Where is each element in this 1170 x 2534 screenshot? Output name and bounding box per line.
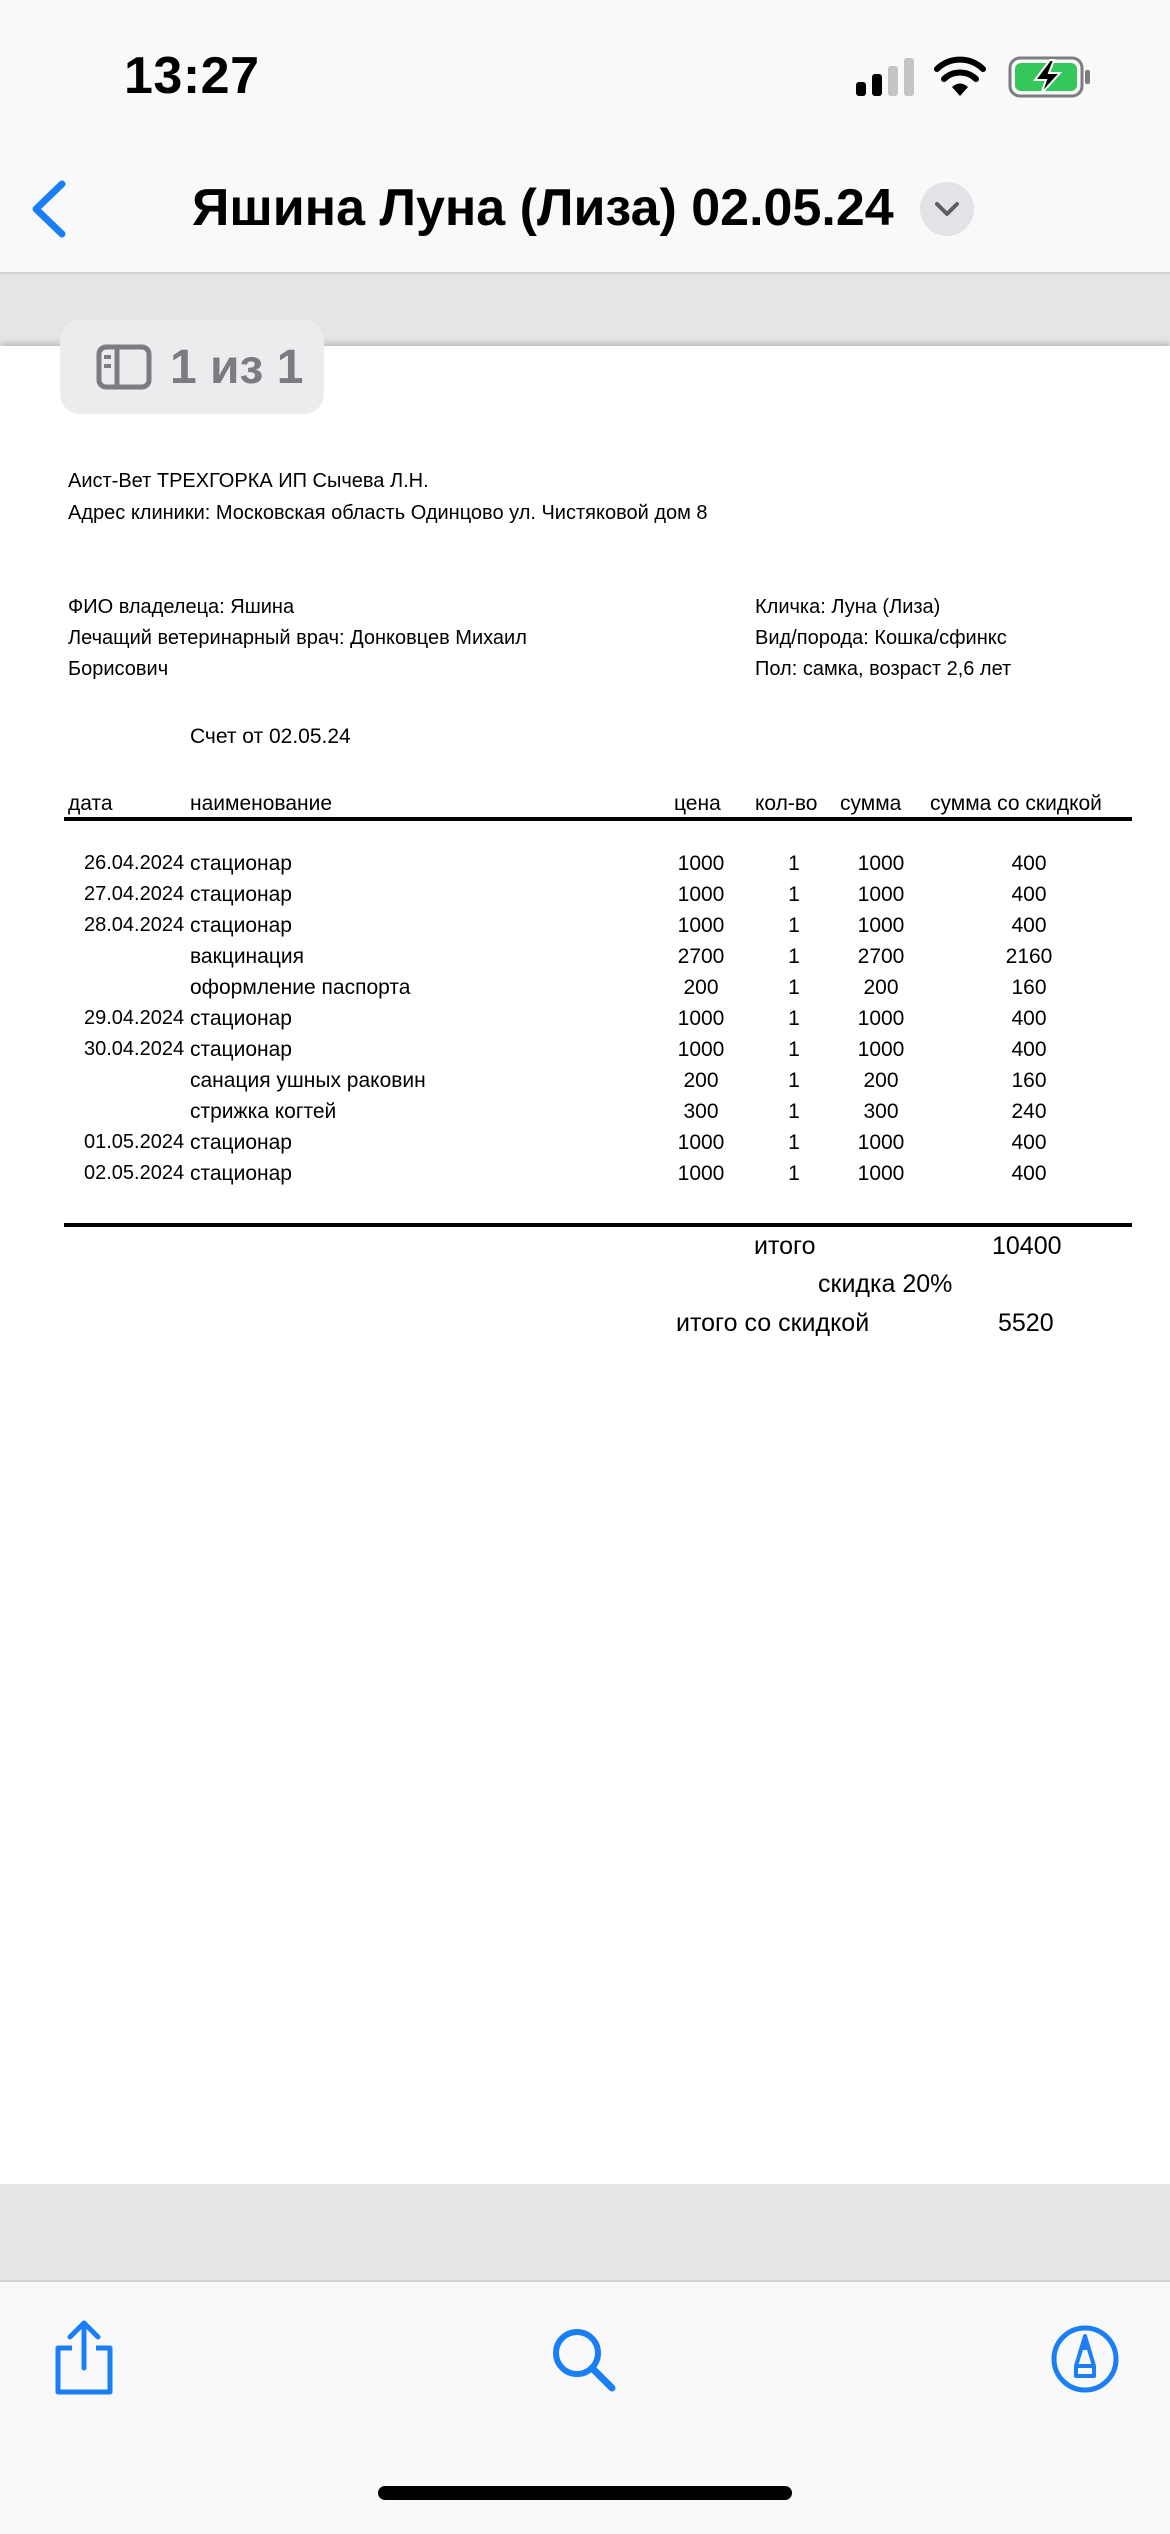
markup-icon: [1050, 2324, 1120, 2394]
table-row: [0, 1007, 1170, 1038]
table-row: [0, 914, 1170, 945]
row-name: оформление паспорта: [190, 976, 411, 999]
row-qty: 1: [788, 945, 800, 968]
row-price: 1000: [677, 1162, 725, 1185]
row-name: стационар: [190, 1162, 292, 1185]
row-sum: 1000: [857, 883, 905, 906]
row-sum-discount: 400: [1011, 1007, 1047, 1030]
doctor-name-cont: Борисович: [68, 658, 169, 680]
column-header-sum-discount: сумма со скидкой: [930, 792, 1102, 815]
row-date: 29.04.2024: [84, 1007, 185, 1029]
column-header-name: наименование: [190, 792, 333, 815]
row-sum-discount: 160: [1011, 1069, 1047, 1092]
row-sum: 1000: [857, 1162, 905, 1185]
table-row: [0, 1038, 1170, 1069]
row-name: стационар: [190, 914, 292, 937]
battery-charging-icon: [1008, 56, 1092, 98]
clinic-address: Адрес клиники: Московская область Одинцово ул. Чистяковой дом 8: [68, 502, 708, 524]
row-qty: 1: [788, 1038, 800, 1061]
row-name: стационар: [190, 1131, 292, 1154]
row-price: 1000: [677, 852, 725, 875]
chevron-down-icon: [934, 198, 960, 220]
pet-name: Кличка: Луна (Лиза): [755, 596, 941, 618]
row-price: 2700: [677, 945, 725, 968]
column-header-sum: сумма: [840, 792, 902, 815]
share-icon: [52, 2318, 116, 2396]
row-sum: 300: [863, 1100, 899, 1123]
row-sum-discount: 400: [1011, 1131, 1047, 1154]
cellular-signal-icon: [856, 58, 916, 96]
table-row: [0, 1069, 1170, 1100]
row-price: 1000: [677, 1007, 725, 1030]
table-row: [0, 1162, 1170, 1193]
row-name: стационар: [190, 1007, 292, 1030]
row-date: 26.04.2024: [84, 852, 185, 874]
search-icon: [550, 2326, 618, 2394]
row-date: 01.05.2024: [84, 1131, 185, 1153]
row-name: вакцинация: [190, 945, 304, 968]
owner-name: ФИО владелеца: Яшина: [68, 596, 295, 618]
row-qty: 1: [788, 1069, 800, 1092]
row-date: 28.04.2024: [84, 914, 185, 936]
pet-sex-age: Пол: самка, возраст 2,6 лет: [755, 658, 1012, 680]
discounted-total-value: 5520: [998, 1309, 1054, 1337]
row-price: 200: [683, 1069, 719, 1092]
page-indicator[interactable]: [60, 320, 324, 414]
row-qty: 1: [788, 1162, 800, 1185]
home-indicator: [378, 2486, 792, 2500]
row-price: 1000: [677, 914, 725, 937]
share-button[interactable]: [52, 2318, 116, 2396]
pet-species: Вид/порода: Кошка/сфинкс: [755, 627, 1007, 649]
table-row: [0, 1131, 1170, 1162]
markup-button[interactable]: [1050, 2324, 1120, 2394]
clinic-name: Аист-Вет ТРЕХГОРКА ИП Сычева Л.Н.: [68, 470, 429, 492]
column-header-price: цена: [674, 792, 721, 815]
row-sum-discount: 240: [1011, 1100, 1047, 1123]
table-row: [0, 945, 1170, 976]
invoice-title: Счет от 02.05.24: [190, 725, 351, 748]
row-sum: 1000: [857, 1131, 905, 1154]
row-sum-discount: 160: [1011, 976, 1047, 999]
row-qty: 1: [788, 852, 800, 875]
total-value: 10400: [992, 1232, 1062, 1260]
row-date: 27.04.2024: [84, 883, 185, 905]
status-bar: [0, 0, 1170, 150]
row-sum: 1000: [857, 1038, 905, 1061]
row-date: 02.05.2024: [84, 1162, 185, 1184]
row-sum-discount: 400: [1011, 883, 1047, 906]
row-price: 1000: [677, 883, 725, 906]
title-menu-button[interactable]: [920, 182, 974, 236]
status-time: 13:27: [124, 47, 260, 105]
chevron-left-icon: [22, 176, 82, 242]
document-page: [0, 346, 1170, 2184]
row-name: стационар: [190, 1038, 292, 1061]
header-divider: [64, 817, 1132, 821]
row-name: санация ушных раковин: [190, 1069, 426, 1092]
page-count-label: 1 из 1: [170, 341, 304, 394]
table-row: [0, 852, 1170, 883]
row-sum-discount: 400: [1011, 914, 1047, 937]
discounted-total-label: итого со скидкой: [676, 1309, 870, 1337]
sidebar-icon: [96, 344, 152, 390]
row-sum: 200: [863, 1069, 899, 1092]
row-sum-discount: 400: [1011, 852, 1047, 875]
row-qty: 1: [788, 976, 800, 999]
row-price: 200: [683, 976, 719, 999]
row-name: стационар: [190, 883, 292, 906]
row-qty: 1: [788, 1100, 800, 1123]
row-price: 1000: [677, 1131, 725, 1154]
row-name: стационар: [190, 852, 292, 875]
totals-divider: [64, 1223, 1132, 1227]
row-price: 300: [683, 1100, 719, 1123]
row-qty: 1: [788, 914, 800, 937]
row-sum-discount: 400: [1011, 1162, 1047, 1185]
row-sum: 1000: [857, 1007, 905, 1030]
discount-label: скидка 20%: [818, 1270, 953, 1298]
row-name: стрижка когтей: [190, 1100, 337, 1123]
total-label: итого: [754, 1232, 816, 1260]
page-gap-bottom: [0, 2184, 1170, 2280]
document-title[interactable]: Яшина Луна (Лиза) 02.05.24: [192, 179, 894, 237]
row-price: 1000: [677, 1038, 725, 1061]
navigation-bar: [0, 150, 1170, 274]
row-date: 30.04.2024: [84, 1038, 185, 1060]
row-sum: 1000: [857, 914, 905, 937]
row-sum-discount: 400: [1011, 1038, 1047, 1061]
row-qty: 1: [788, 1007, 800, 1030]
row-sum: 200: [863, 976, 899, 999]
column-header-qty: кол-во: [755, 792, 818, 815]
row-sum: 2700: [857, 945, 905, 968]
back-button[interactable]: [22, 176, 82, 242]
row-qty: 1: [788, 1131, 800, 1154]
column-header-date: дата: [68, 792, 113, 815]
table-row: [0, 976, 1170, 1007]
row-sum: 1000: [857, 852, 905, 875]
row-sum-discount: 2160: [1005, 945, 1053, 968]
table-row: [0, 1100, 1170, 1131]
row-qty: 1: [788, 883, 800, 906]
table-row: [0, 883, 1170, 914]
find-button[interactable]: [550, 2326, 618, 2394]
wifi-icon: [934, 56, 986, 96]
doctor-name: Лечащий ветеринарный врач: Донковцев Михаил: [68, 627, 527, 649]
